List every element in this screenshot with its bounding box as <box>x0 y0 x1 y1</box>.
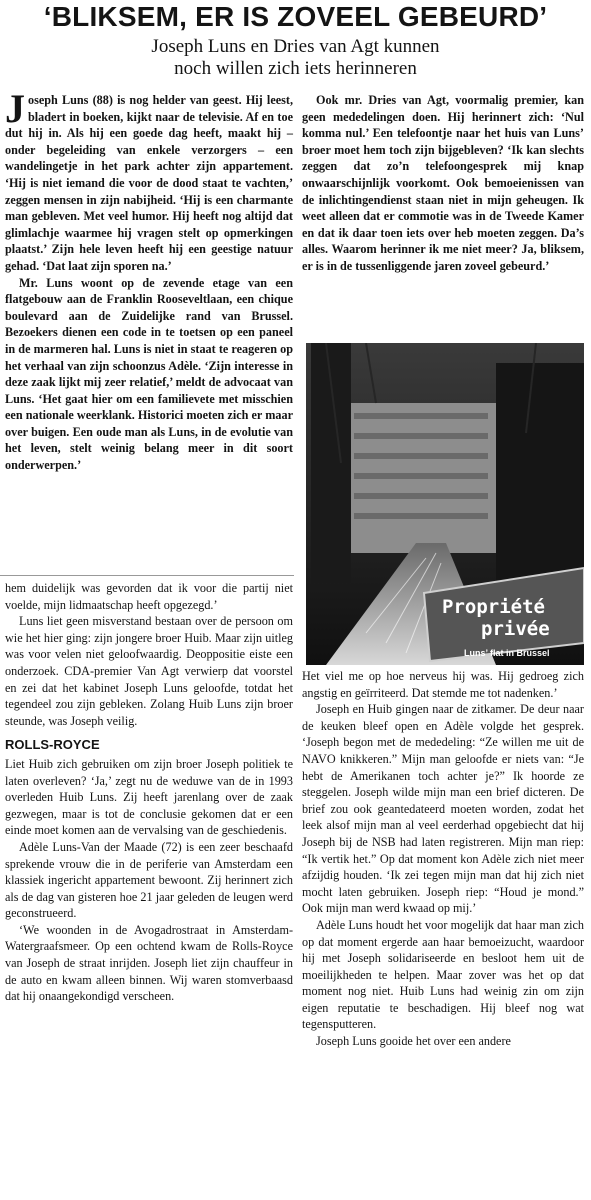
column-right-bottom <box>302 668 584 1050</box>
photo-luns-flat <box>306 343 584 665</box>
column-divider-rule <box>0 575 294 576</box>
subheadline <box>0 36 591 80</box>
column-right-top <box>302 92 584 275</box>
drop-cap: J <box>5 86 25 131</box>
paragraph: Het viel me op hoe nerveus hij was. Hij gedroeg zich angstig en geïrriteerd. Dat stemde me tot nadenken.’ <box>302 669 584 700</box>
column-left-bottom <box>5 580 293 1005</box>
paragraph: Joseph en Huib gingen naar de zitkamer. De deur naar de keuken bleef open en Adèle volgde het gesprek. ‘Joseph begon met de mededeling: “Ze willen me uit de NAVO knikkeren.” Mijn man geloofde er niets van: “Je hebt de Amerikanen toch achter je?” Ik hoorde ze steggelen. Joseph wilde mijn man een brief dicteren. De brief zou ook geantedateerd moeten worden, zodat het leek alsof mijn man al veel eerderhad opgebiecht dat hij Joseph bij de NSB had laten registreren. Mijn man riep: “Ik vertik het.” Op dat moment kon Adèle zich niet meer afzijdig houden. ‘Ik zei tegen mijn man dat hij zich niet mocht laten gebruiken. Joseph riep: “Houd je mond.” Ook mijn man werd kwaad op mij.’ <box>302 702 584 916</box>
subheadline-line-2: noch willen zich iets herinneren <box>174 58 417 79</box>
photo-image <box>306 343 584 665</box>
paragraph: Ook mr. Dries van Agt, voormalig premier, kan geen mededelingen doen. Hij herinnert zich: ‘Nul komma nul.’ Een telefoontje naar het huis van Luns’ broer moet hem toch zijn bijgebleven? ‘Ik kan slechts zeggen dat zo’n telefoongesprek mij knap onwaarschijnlijk voorkomt. Ook bemoeienissen van de inlichtingendienst staan niet in mijn geheugen. Ik weet alleen dat er commotie was in de Tweede Kamer en dat ik daar toen iets over heb moeten zeggen. Da’s alles. Waarom herinner ik me niet meer? Ja, bliksem, er is in de tussenliggende jaren zoveel gebeurd.’ <box>302 93 584 273</box>
paragraph: Luns liet geen misverstand bestaan over de persoon om wie het hier ging: zijn jongere broer Huib. Maar zijn uitleg was voor velen niet geloofwaardig. Deoppositie eiste een onderzoek. CDA-premier Van Agt verwierp dat voorstel en zei dat het kabinet Joseph Luns geloofde, totdat het tegendeel zou zijn gebleken. Zolang Huib Luns zijn broer steunde, was Joseph veilig. <box>5 614 293 728</box>
headline: ‘BLIKSEM, ER IS ZOVEEL GEBEURD’ <box>43 1 548 32</box>
column-left-top <box>5 86 293 474</box>
paragraph: Adèle Luns-Van der Maade (72) is een zeer beschaafd sprekende vrouw die in de periferie van Amsterdam een klassiek ingericht appartement bewoont. Zij herinnert zich als de dag van gisteren hoe 21 jaar geleden de leugen werd geconstrueerd. <box>5 839 293 921</box>
paragraph: ‘We woonden in de Avogadrostraat in Amsterdam-Watergraafsmeer. Op een ochtend kwam de Rolls-Royce van Joseph de straat inrijden. Joseph liet zijn chauffeur in de auto en kwam alleen binnen. Wij waren stomverbaasd dat hij onaangekondigd verscheen. <box>5 922 293 1004</box>
paragraph: Mr. Luns woont op de zevende etage van een flatgebouw aan de Franklin Rooseveltlaan, een chique boulevard aan de Zuidelijke rand van Brussel. Bezoekers dienen een code in te toetsen op een paneel in de marmeren hal. Luns is niet in staat te reageren op het verhaal van zijn schoonzus Adèle. ‘Zijn interesse in deze zaak lijkt mij zeer relatief,’ meldt de advocaat van Luns. ‘Het gaat hier om een familievete met misschien een nationale weerklank. Historici moeten zich er maar over buigen. Een oude man als Luns, in de evolutie van het leven, stelt weinig belang meer in dit soort onderwerpen.’ <box>5 275 293 473</box>
intro-paragraph <box>5 86 293 275</box>
paragraph: Joseph Luns gooide het over een andere <box>316 1034 511 1049</box>
paragraph: Adèle Luns houdt het voor mogelijk dat haar man zich op dat moment ergerde aan haar bemoeizucht, waardoor hij met Joseph solidariseerde en besloot hem uit de moeilijkheden te helpen. Maar zover was het op dat moment nog niet. Huib Luns had weinig zin om zijn eigen reputatie te beschadigen. Hij bleef nog wat tegensputteren. <box>302 917 584 1032</box>
paragraph: Liet Huib zich gebruiken om zijn broer Joseph politiek te laten overleven? ‘Ja,’ zegt nu de weduwe van de in 1993 overleden Huib Luns. Zij heeft jarenlang over de zaak gezwegen, maar is tot de conclusie gekomen dat er een einde moet komen aan de vervalsing van de geschiedenis. <box>5 756 293 838</box>
section-heading: ROLLS-ROYCE <box>5 737 100 753</box>
sign-text-line-1: Propriété <box>442 596 545 618</box>
sign-text-line-2: privée <box>481 618 550 640</box>
paragraph: hem duidelijk was gevorden dat ik voor die partij niet voelde, mijn lidmaatschap heeft opgezegd.’ <box>5 581 293 612</box>
subheadline-line-1: Joseph Luns en Dries van Agt kunnen <box>151 36 440 57</box>
intro-paragraph-text: oseph Luns (88) is nog helder van geest. Hij leest, bladert in boeken, kijkt naar de televisie. Af en toe dut hij in. Als hij een goede dag heeft, maakt hij – onder begeleiding van enkele verzorgers – een wandelingetje in het park achter zijn appartement. ‘Hij is niet iemand die voor de dood staat te vachten,’ zeggen mensen in zijn nabijheid. ‘Hij is een charmante man gebleven. Met veel humor. Hij heeft nog altijd dat glimlachje waarmee hij vragen stelt op opmerkingen plaatst.’ Zijn hele leven heeft hij een geestige natuur gehad. ‘Dat laat zijn sporen na.’ <box>5 93 293 273</box>
photo-caption: Luns’ flat in Brussel <box>464 648 550 658</box>
